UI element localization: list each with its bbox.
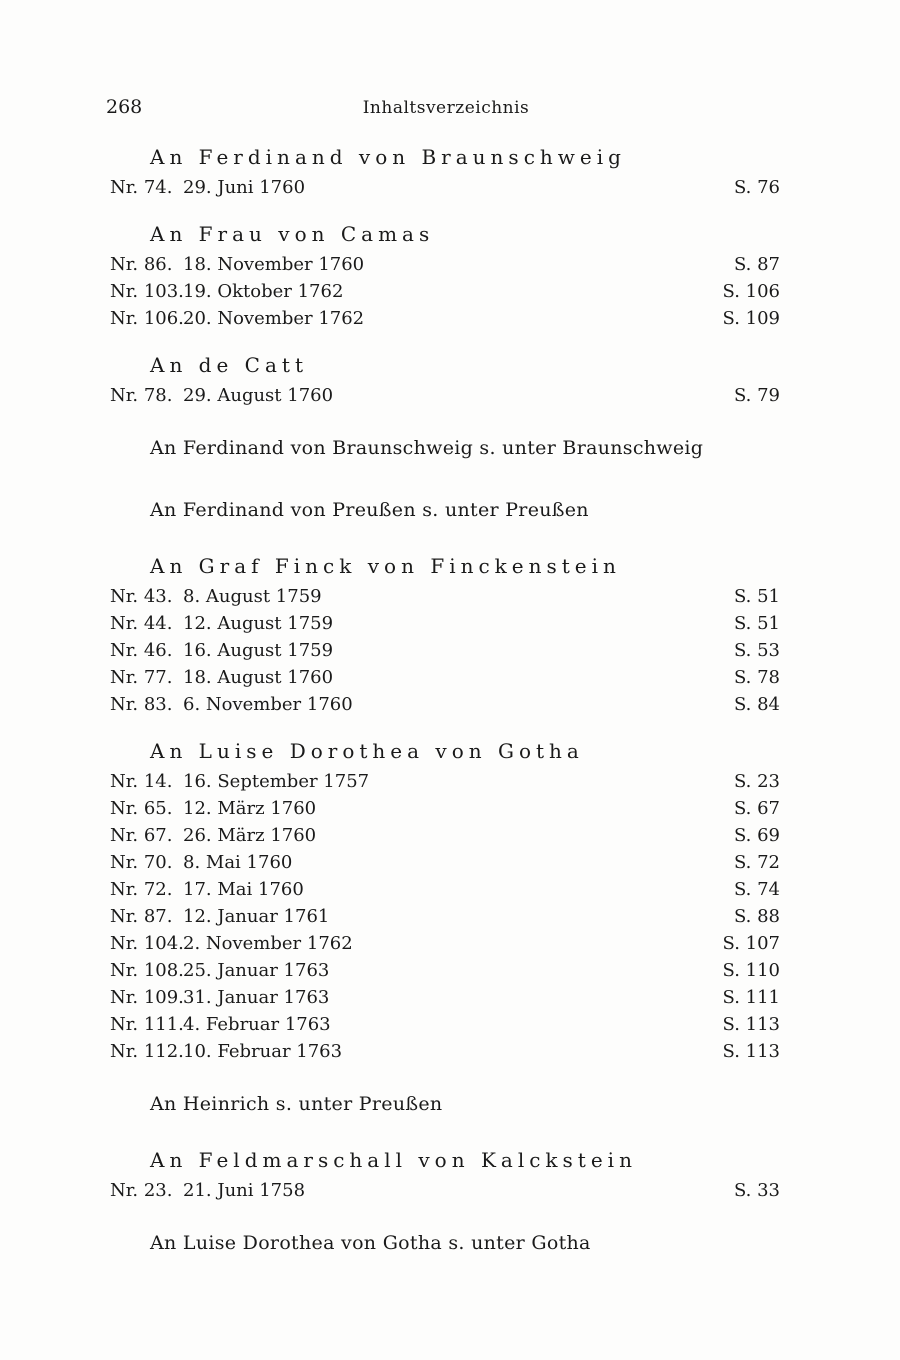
entry-page: S. 88	[733, 906, 780, 927]
toc-entry	[0, 795, 900, 822]
entry-page: S. 76	[733, 177, 780, 198]
toc-section	[0, 217, 900, 332]
running-head	[106, 96, 786, 124]
entry-number: Nr. 74.	[110, 177, 173, 198]
entry-number: Nr. 70.	[110, 852, 173, 873]
cross-reference: An Ferdinand von Preußen s. unter Preußen	[150, 499, 589, 521]
entry-number: Nr. 104.	[110, 933, 184, 954]
toc-entry	[0, 664, 900, 691]
entry-page: S. 53	[733, 640, 780, 661]
running-title: Inhaltsverzeichnis	[362, 98, 530, 118]
entry-number: Nr. 103.	[110, 281, 184, 302]
entry-page: S. 69	[733, 825, 780, 846]
entry-date: 29. August 1760	[183, 385, 334, 406]
toc-section	[0, 1081, 900, 1127]
cross-reference: An Luise Dorothea von Gotha s. unter Gotha	[150, 1232, 591, 1254]
entry-number: Nr. 109.	[110, 987, 184, 1008]
toc-entry	[0, 251, 900, 278]
entry-number: Nr. 65.	[110, 798, 173, 819]
entry-page: S. 74	[733, 879, 780, 900]
entry-page: S. 79	[733, 385, 780, 406]
entry-date: 25. Januar 1763	[183, 960, 330, 981]
entry-page: S. 84	[733, 694, 780, 715]
entry-date: 26. März 1760	[183, 825, 317, 846]
toc-entry	[0, 822, 900, 849]
entry-date: 18. November 1760	[183, 254, 365, 275]
entry-date: 8. August 1759	[183, 586, 322, 607]
toc-entry	[0, 768, 900, 795]
toc-entry	[0, 1177, 900, 1204]
entry-page: S. 78	[733, 667, 780, 688]
section-heading: An Ferdinand von Braunschweig	[150, 145, 626, 169]
toc-section	[0, 425, 900, 471]
toc-entry	[0, 1038, 900, 1065]
toc-entry	[0, 382, 900, 409]
entry-number: Nr. 106.	[110, 308, 184, 329]
entry-page: S. 87	[733, 254, 780, 275]
entry-date: 21. Juni 1758	[183, 1180, 306, 1201]
entry-date: 16. September 1757	[183, 771, 370, 792]
entry-date: 2. November 1762	[183, 933, 353, 954]
toc-section	[0, 487, 900, 533]
entry-number: Nr. 83.	[110, 694, 173, 715]
toc-section	[0, 1143, 900, 1204]
entry-number: Nr. 78.	[110, 385, 173, 406]
toc-entry	[0, 957, 900, 984]
toc-section	[0, 348, 900, 409]
entry-number: Nr. 67.	[110, 825, 173, 846]
section-heading: An Luise Dorothea von Gotha	[150, 739, 584, 763]
entry-number: Nr. 86.	[110, 254, 173, 275]
entry-number: Nr. 112.	[110, 1041, 184, 1062]
entry-number: Nr. 43.	[110, 586, 173, 607]
entry-page: S. 110	[722, 960, 780, 981]
entry-number: Nr. 108.	[110, 960, 184, 981]
entry-page: S. 106	[722, 281, 780, 302]
entry-date: 12. Januar 1761	[183, 906, 330, 927]
entry-date: 8. Mai 1760	[183, 852, 293, 873]
entry-number: Nr. 111.	[110, 1014, 184, 1035]
entry-date: 18. August 1760	[183, 667, 334, 688]
toc-entry	[0, 691, 900, 718]
entry-page: S. 72	[733, 852, 780, 873]
section-heading: An Feldmarschall von Kalckstein	[150, 1148, 637, 1172]
toc-entry	[0, 876, 900, 903]
entry-date: 4. Februar 1763	[183, 1014, 331, 1035]
entry-page: S. 111	[722, 987, 780, 1008]
entry-date: 17. Mai 1760	[183, 879, 304, 900]
entry-page: S. 51	[733, 586, 780, 607]
entry-page: S. 67	[733, 798, 780, 819]
toc-entry	[0, 583, 900, 610]
table-of-contents	[0, 140, 900, 1282]
entry-date: 10. Februar 1763	[183, 1041, 343, 1062]
toc-section	[0, 140, 900, 201]
toc-section	[0, 549, 900, 718]
entry-date: 12. August 1759	[183, 613, 334, 634]
entry-page: S. 107	[722, 933, 780, 954]
entry-date: 6. November 1760	[183, 694, 353, 715]
entry-date: 29. Juni 1760	[183, 177, 306, 198]
toc-entry	[0, 610, 900, 637]
entry-number: Nr. 46.	[110, 640, 173, 661]
toc-section	[0, 1220, 900, 1266]
entry-page: S. 51	[733, 613, 780, 634]
entry-page: S. 109	[722, 308, 780, 329]
toc-section	[0, 734, 900, 1065]
toc-entry	[0, 849, 900, 876]
cross-reference: An Ferdinand von Braunschweig s. unter Braunschweig	[150, 437, 704, 459]
toc-entry	[0, 903, 900, 930]
toc-entry	[0, 984, 900, 1011]
entry-page: S. 23	[733, 771, 780, 792]
cross-reference: An Heinrich s. unter Preußen	[150, 1093, 443, 1115]
entry-date: 12. März 1760	[183, 798, 317, 819]
entry-date: 31. Januar 1763	[183, 987, 330, 1008]
entry-number: Nr. 72.	[110, 879, 173, 900]
toc-entry	[0, 278, 900, 305]
entry-page: S. 33	[733, 1180, 780, 1201]
entry-number: Nr. 87.	[110, 906, 173, 927]
entry-page: S. 113	[722, 1041, 780, 1062]
entry-date: 20. November 1762	[183, 308, 365, 329]
entry-number: Nr. 23.	[110, 1180, 173, 1201]
toc-entry	[0, 305, 900, 332]
toc-entry	[0, 1011, 900, 1038]
toc-entry	[0, 174, 900, 201]
entry-number: Nr. 77.	[110, 667, 173, 688]
toc-entry	[0, 637, 900, 664]
entry-page: S. 113	[722, 1014, 780, 1035]
entry-number: Nr. 14.	[110, 771, 173, 792]
section-heading: An Frau von Camas	[150, 222, 435, 246]
page-number: 268	[106, 96, 143, 118]
entry-date: 19. Oktober 1762	[183, 281, 344, 302]
entry-number: Nr. 44.	[110, 613, 173, 634]
section-heading: An Graf Finck von Finckenstein	[150, 554, 621, 578]
section-heading: An de Catt	[150, 353, 308, 377]
toc-entry	[0, 930, 900, 957]
entry-date: 16. August 1759	[183, 640, 334, 661]
